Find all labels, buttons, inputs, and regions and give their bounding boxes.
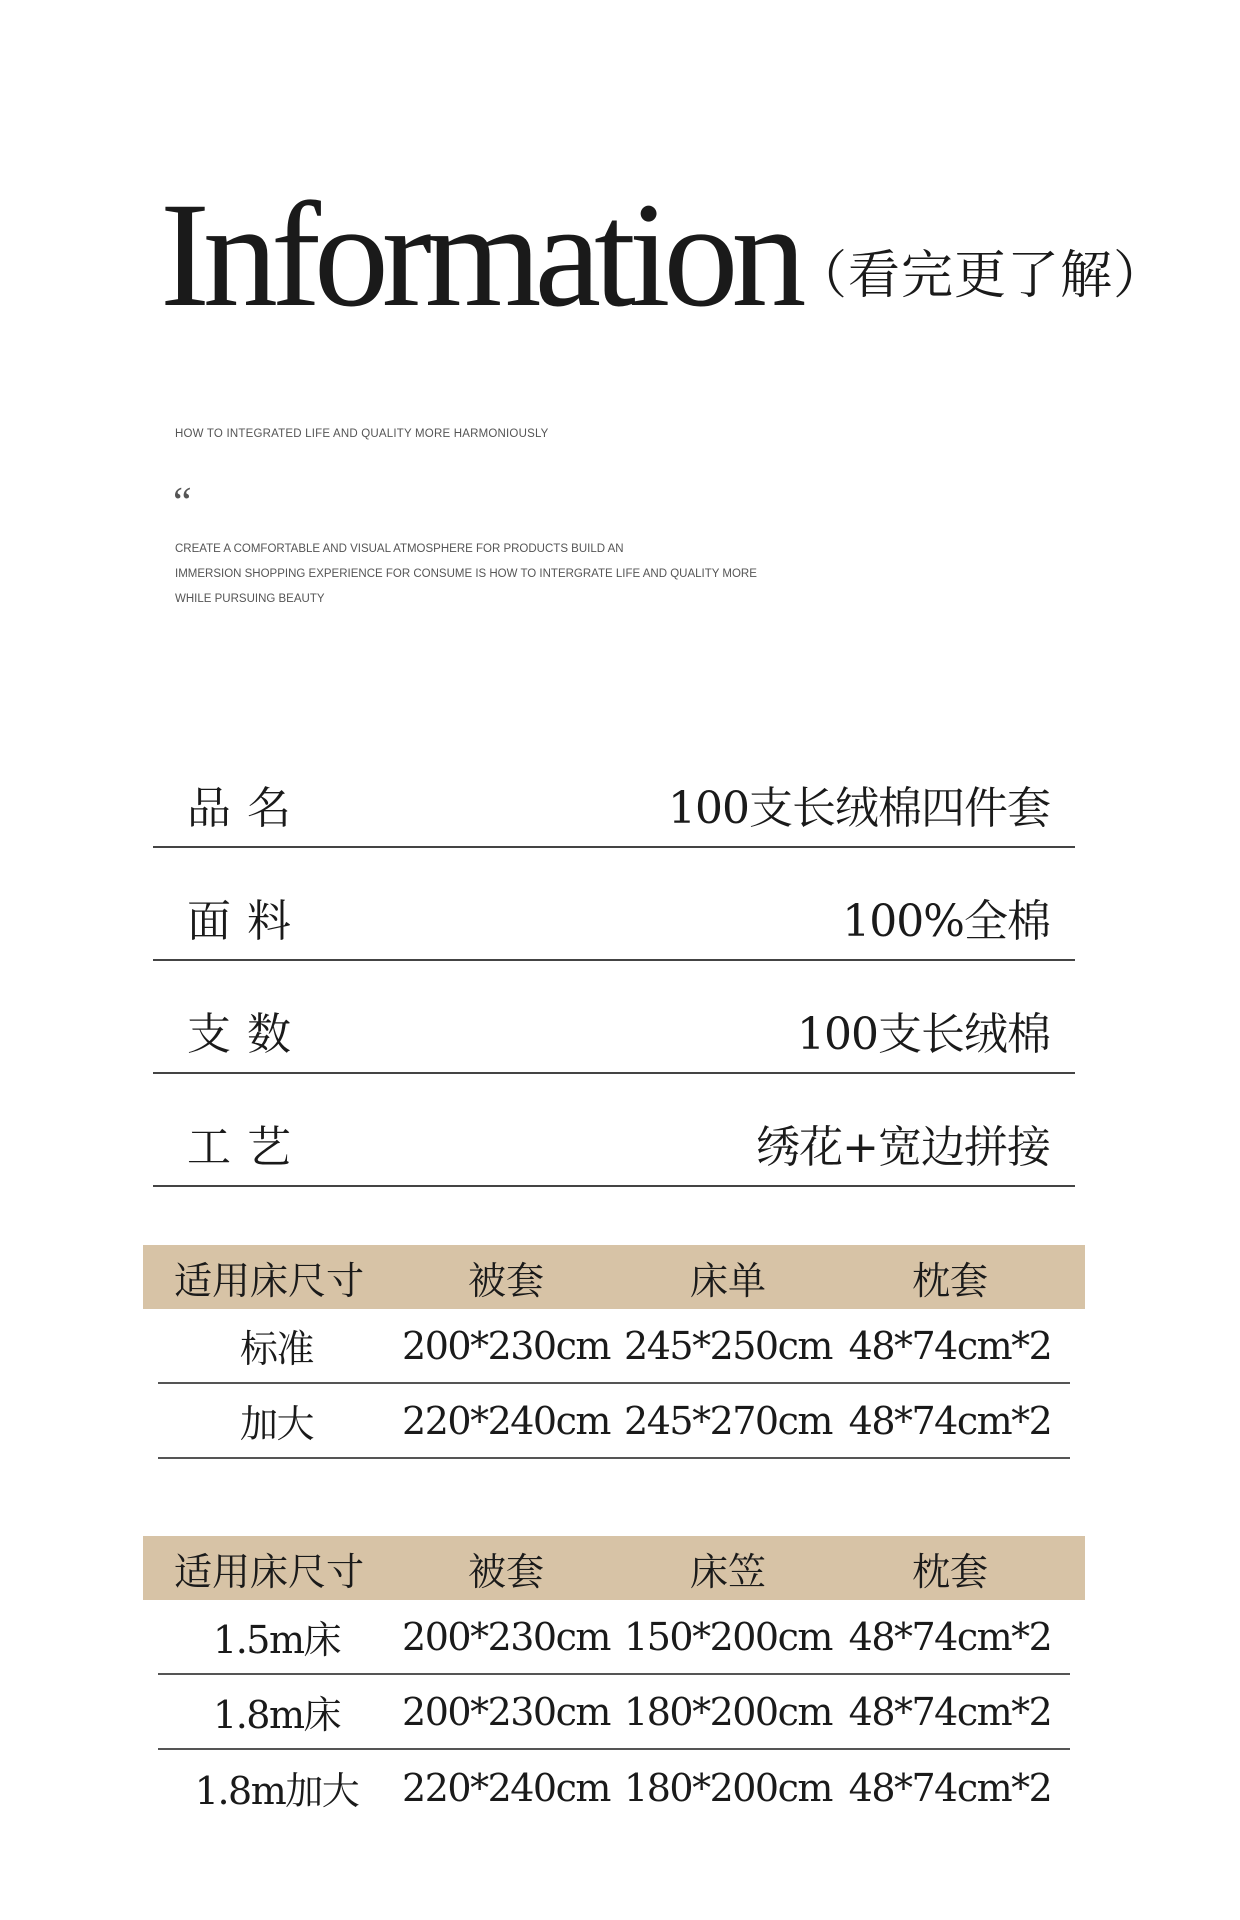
table-row: [158, 1384, 1070, 1459]
page-title: Information: [160, 172, 800, 338]
header-cell: 枕套: [911, 1549, 988, 1594]
intro-line: WHILE PURSUING BEAUTY: [175, 593, 325, 605]
spec-value: 绣花+宽边拼接: [756, 1122, 1050, 1173]
table-cell: 150*200cm: [624, 1614, 832, 1659]
spec-value: 100%全棉: [842, 896, 1050, 947]
page-subtitle: （看完更了解）: [795, 246, 1167, 306]
table-cell: 1.8m加大: [194, 1769, 359, 1813]
tagline: HOW TO INTEGRATED LIFE AND QUALITY MORE HARMONIOUSLY: [175, 428, 549, 440]
table-cell: 48*74cm*2: [848, 1614, 1052, 1659]
table-cell: 180*200cm: [624, 1689, 832, 1734]
table-row: [158, 1675, 1070, 1750]
header-cell: 床单: [689, 1258, 766, 1303]
intro-line: IMMERSION SHOPPING EXPERIENCE FOR CONSUME IS HOW TO INTERGRATE LIFE AND QUALITY MORE: [175, 568, 757, 580]
spec-label: 工艺: [187, 1122, 307, 1173]
header-cell: 床笠: [689, 1549, 766, 1594]
table-row: [158, 1309, 1070, 1384]
header-cell: 枕套: [911, 1258, 988, 1303]
header-cell: 适用床尺寸: [173, 1549, 364, 1594]
table-cell: 48*74cm*2: [848, 1398, 1052, 1443]
spec-value: 100支长绒棉: [797, 1009, 1050, 1060]
intro-paragraph: [175, 537, 815, 612]
spec-value: 100支长绒棉四件套: [668, 783, 1050, 834]
spec-list: [153, 735, 1075, 1187]
table-header: [143, 1536, 1085, 1600]
size-table-standard: [143, 1245, 1085, 1459]
spec-label: 面料: [187, 896, 307, 947]
header-cell: 适用床尺寸: [173, 1258, 364, 1303]
table-cell: 48*74cm*2: [848, 1765, 1052, 1810]
table-row: [158, 1600, 1070, 1675]
quote-mark-icon: “: [173, 480, 192, 526]
spec-row: [153, 1074, 1075, 1187]
table-cell: 220*240cm: [402, 1765, 610, 1810]
spec-row: [153, 961, 1075, 1074]
table-cell: 245*270cm: [624, 1398, 832, 1443]
spec-row: [153, 848, 1075, 961]
intro-line: CREATE A COMFORTABLE AND VISUAL ATMOSPHERE FOR PRODUCTS BUILD AN: [175, 543, 624, 555]
table-cell: 180*200cm: [624, 1765, 832, 1810]
size-table-fitted: [143, 1536, 1085, 1825]
table-cell: 48*74cm*2: [848, 1323, 1052, 1368]
table-cell: 48*74cm*2: [848, 1689, 1052, 1734]
header-cell: 被套: [467, 1549, 544, 1594]
table-cell: 200*230cm: [402, 1614, 610, 1659]
table-row: [158, 1750, 1070, 1825]
table-cell: 1.8m床: [213, 1693, 340, 1737]
table-cell: 220*240cm: [402, 1398, 610, 1443]
spec-label: 支数: [187, 1009, 307, 1060]
spec-row: [153, 735, 1075, 848]
table-cell: 1.5m床: [213, 1618, 340, 1662]
table-cell: 245*250cm: [624, 1323, 832, 1368]
table-cell: 200*230cm: [402, 1689, 610, 1734]
spec-label: 品名: [187, 783, 307, 834]
table-cell: 加大: [239, 1402, 313, 1446]
header-cell: 被套: [467, 1258, 544, 1303]
table-cell: 标准: [239, 1327, 313, 1371]
table-cell: 200*230cm: [402, 1323, 610, 1368]
table-header: [143, 1245, 1085, 1309]
